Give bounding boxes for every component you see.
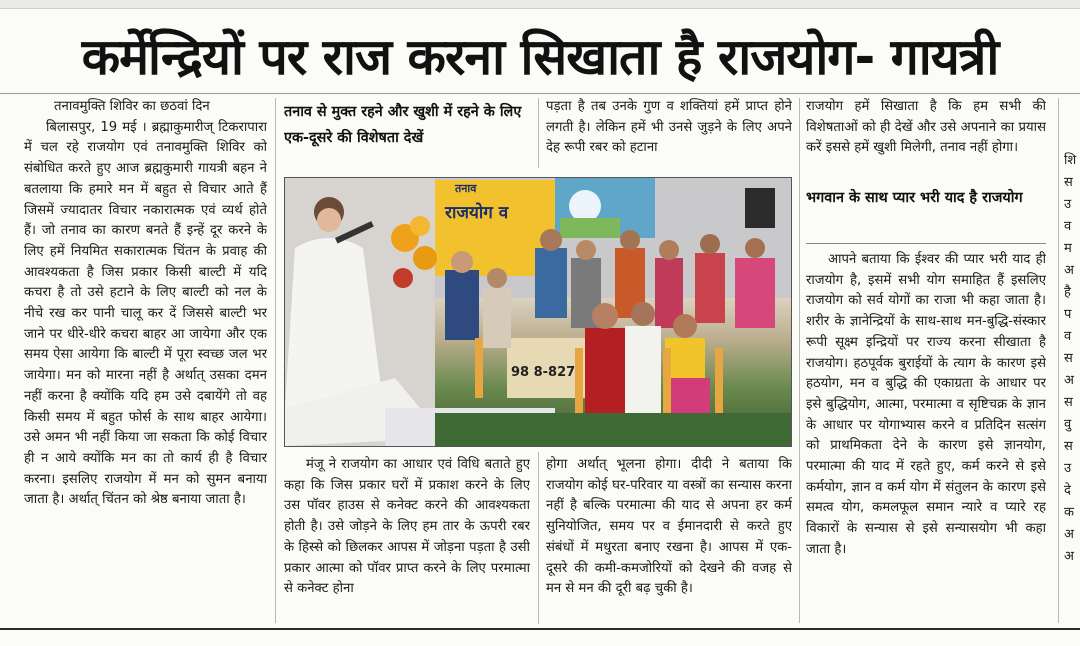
headline-rule [0,93,1080,94]
adjacent-article-edge: शि स उ व म अ है प व स अ स वु स उ दे क अ अ [1064,153,1077,564]
article-column-3-top [546,97,792,163]
banner-text-1: राजयोग व [445,203,509,223]
headline: कर्मेन्द्रियों पर राज करना सिखाता है राजयोग- गायत्री [81,28,999,86]
dateline-kicker: तनावमुक्ति शिविर का छठवां दिन [54,99,210,114]
article-column-2-bottom [284,455,530,625]
article-paragraph: बिलासपुर, 19 मई । ब्रह्माकुमारीज् टिकरापारा में चल रहे राजयोग एवं तनावमुक्ति शिविर को संबोधित करते हुए आज ब्रह्मकुमारी गायत्री बहन ने बतलाया कि हमारे मन में बहुत से विचार आते हैं जिसमें ज्यादातर विचार नकारात्मक एवं व्यर्थ होते हैं। जो तनाव का कारण बनते हैं इन्हें दूर करने के लिए हमें नियमित सकारात्मक चिंतन के प्रवाह की आवश्यकता है जिस प्रकार किसी बाल्टी में यदि कचरा है तो उसे हटाने के लिए बाल्टी को नल के नीचे रख कर पानी चालू कर दें जिससे बाल्टी भर जाने पर धीरे-धीरे कचरा बाहर आ जायेगा और एक समय ऐसा आयेगा कि बाल्टी में पूरा स्वच्छ जल भर जायेगा। मन को मारना नहीं है अर्थात् उसका दमन नहीं करना है क्योंकि यदि हम उसे दबायेंगे तो वह किसी समय में बहुत फोर्स के साथ बाहर आयेगा। उसे अमन भी नहीं किया जा सकता कि कोई विचार ही न आये क्योंकि मन का तो कार्य ही है विचार करना। इसलिए राजयोग में मन को सुमन बनाया जाता है। अर्थात् चिंतन को श्रेष्ठ बनाया जाता है। [24,119,267,508]
article-paragraph: राजयोग हमें सिखाता है कि हम सभी की विशेषताओं को ही देखें और उसे अपनाने का प्रयास करें इससे हमें खुशी मिलेगी, तनाव नहीं होगा। [806,99,1046,156]
previous-page-strip [0,0,1080,9]
column-divider [799,98,800,623]
article-column-4-top [806,97,1046,177]
event-photo [284,177,792,447]
column-divider [1058,98,1059,623]
article-column-3-bottom [546,455,792,625]
article-paragraph: होगा अर्थात् भूलना होगा। दीदी ने बताया कि राजयोग कोई घर-परिवार या वस्त्रों का सन्यास करना नहीं है बल्कि परमात्मा की याद से अपना हर कर्म सुनियोजित, समय पर व ईमानदारी से करते हुए संबंधों में मधुरता बनाए रखना है। आपस में एक-दूसरे की कमी-कमजोरियों को देखने की वजह से मन से मन की दूरी बढ़ चुकी है। [546,457,792,597]
subheading-1: तनाव से मुक्त रहने और खुशी में रहने के लिए एक-दूसरे की विशेषता देखें [284,104,522,146]
column-divider [538,452,539,624]
article-column-1 [24,97,267,621]
column-divider [275,98,276,623]
banner-text-2: तनाव [455,182,477,195]
article-paragraph: आपने बताया कि ईश्वर की प्यार भरी याद ही राजयोग है, इसमें सभी योग समाहित हैं इसलिए राजयोग को सर्व योगों का राजा भी कहा जाता है। शरीर के ज्ञानेन्द्रियों के साथ-साथ मन-बुद्धि-संस्कार रूपी सूक्ष्म इन्द्रियों पर राज्य करना सीखाता है राजयोग। हठपूर्वक बुराईयों के त्याग के कारण इसे हठयोग, मन व बुद्धि की एकाग्रता के आधार पर इसे बुद्धियोग, आत्मा, परमात्मा व सृष्टिचक्र के ज्ञान के आधार पर योगाभ्यास करने व प्रतिदिन सत्संग को प्राथमिकता देने के कारण इसे ज्ञानयोग, परमात्मा की याद में रहते हुए, कर्म करने से इसे कर्मयोग, ज्ञान व कर्म योग में संतुलन के कारण इसे समत्व योग, कमलफूल समान न्यारे व प्यारे रह विकारों के सन्यास से इसे सन्यासयोग भी कहा जाता है। [806,252,1046,557]
photo-illustration [285,178,791,446]
subheading-2: भगवान के साथ प्यार भरी याद है राजयोग [806,190,1023,206]
banner-phone: 98 8-827 [511,365,576,380]
subheading-rule [806,243,1046,244]
article-paragraph: पड़ता है तब उनके गुण व शक्तियां हमें प्राप्त होने लगती है। लेकिन हमें भी उनसे जुड़ने के लिए अपने देह रूपी रबर को हटाना [546,99,792,156]
column-divider [538,98,539,168]
page-bottom-rule [0,628,1080,630]
article-column-4-body [806,250,1046,630]
article-paragraph: मंजू ने राजयोग का आधार एवं विधि बताते हुए कहा कि जिस प्रकार घरों में प्रकाश करने के लिए उस पॉवर हाउस से कनेक्ट करने की आवश्यकता होती है। उसे जोड़ने के लिए हम तार के ऊपरी रबर के हिस्से को छिलकर आपस में जोड़ना पड़ता है उसी प्रकार आत्मा को पॉवर प्राप्त करने के लिए परमात्मा से कनेक्ट होना [284,457,530,597]
